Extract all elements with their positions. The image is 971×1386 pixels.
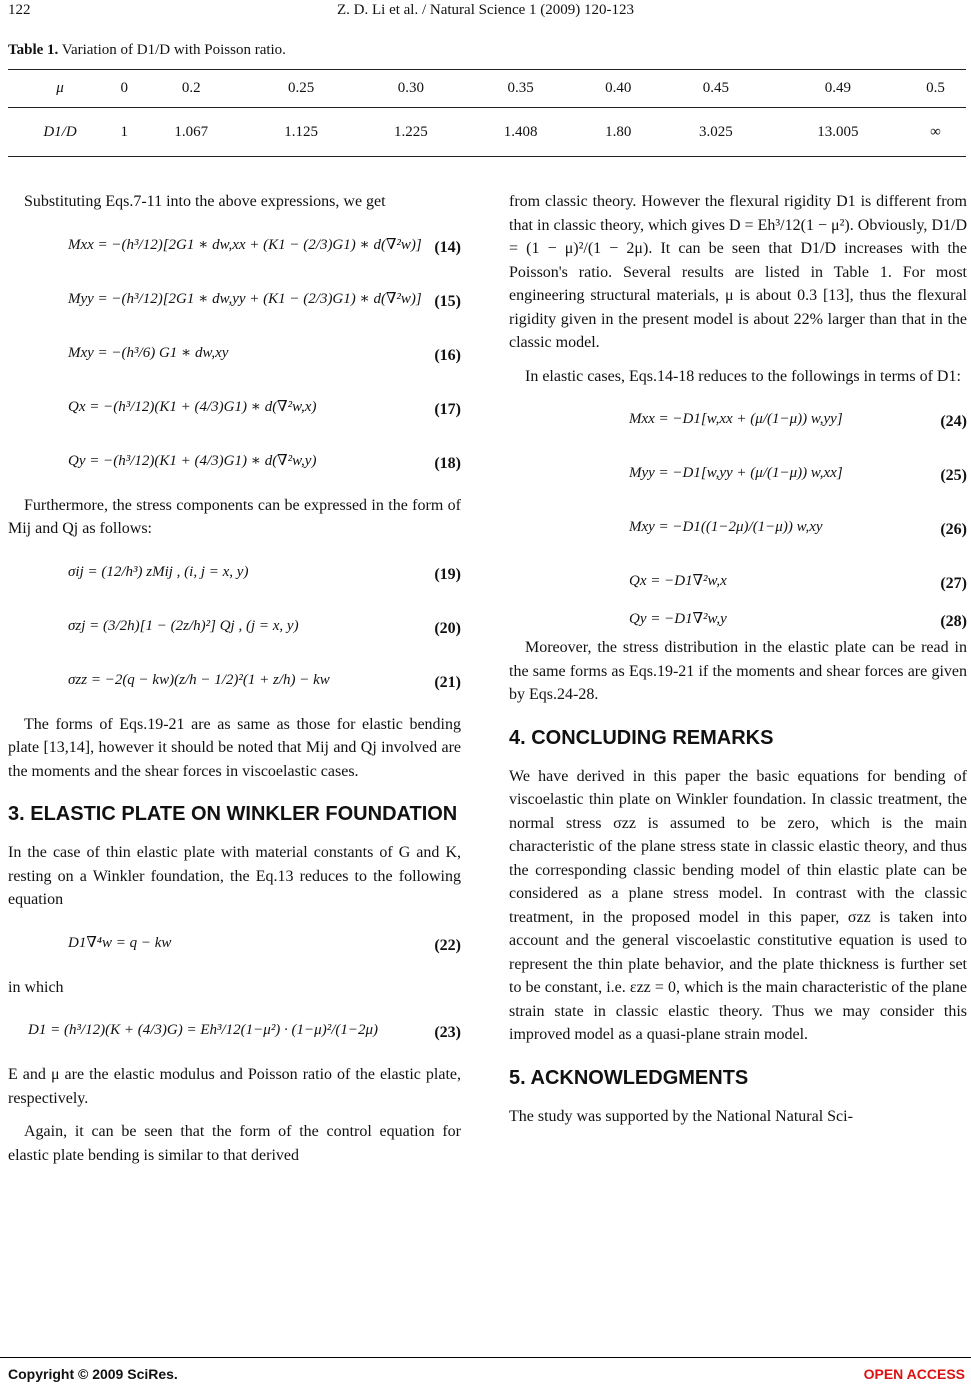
table-row-label: μ [8, 70, 112, 108]
equation-formula: Mxx = −(h³/12)[2G1 ∗ dw,xx + (K1 − (2/3)G1) ∗ d(∇²w)] [68, 236, 422, 253]
paragraph: Moreover, the stress distribution in the elastic plate can be read in the same forms as Eqs.19-21 if the moments and shear forces are given by Eqs.24-28. [509, 639, 967, 703]
equation-formula: σzz = −2(q − kw)(z/h − 1/2)²(1 + z/h) − kw [68, 671, 330, 688]
paragraph: We have derived in this paper the basic equations for bending of viscoelastic thin plate on Winkler foundation. In classic treatment, the normal stress σzz is assumed to be zero, which is the main characteristic of the plane stress state in classic elastic theory, and thus the corresponding classic bending model of thin elastic plate can be considered as a plane stress model. In contrast with the classic treatment, in the proposed model in this paper, σzz is taken into account and the general viscoelastic constitutive equation is used to represent the thin plate behavior, and the plate thickness is further set to be constant, i.e. εzz = 0, which is the main characteristic of the plane strain state in classic elastic theory. Thus we may consider this improved model as a quasi-plane strain model. [509, 767, 967, 1043]
equation [509, 452, 967, 498]
table-cell: 0.5 [905, 70, 966, 108]
equation-number: (19) [434, 565, 461, 583]
footer-rule [0, 1357, 971, 1358]
table-cell: 1 [112, 108, 136, 157]
equation-number: (18) [434, 454, 461, 472]
equation-formula: D1∇⁴w = q − kw [68, 934, 172, 951]
table-cell: 0.40 [576, 70, 661, 108]
equation [509, 560, 967, 590]
equation [509, 398, 967, 444]
equation [8, 386, 461, 432]
paragraph: The forms of Eqs.19-21 are as same as those for elastic bending plate [13,14], however it should be noted that Mij and Qj involved are the moments and the shear forces in viscoelastic cases. [8, 715, 461, 780]
table-cell: 1.225 [356, 108, 466, 157]
table-cell: 1.067 [136, 108, 246, 157]
table-row-label: D1/D [8, 108, 112, 157]
table-cell: 0.30 [356, 70, 466, 108]
equation-formula: Mxx = −D1[w,xx + (μ/(1−μ)) w,yy] [629, 411, 843, 427]
equation [8, 551, 461, 597]
equation [8, 440, 461, 486]
paragraph: In the case of thin elastic plate with material constants of G and K, resting on a Winkler foundation, the Eq.13 reduces to the following equation [8, 844, 461, 908]
equation [509, 506, 967, 552]
equation-number: (24) [940, 413, 967, 430]
paragraph: In elastic cases, Eqs.14-18 reduces to the followings in terms of D1: [525, 367, 961, 385]
equation [8, 922, 461, 968]
page-number: 122 [8, 2, 31, 18]
table-cell: ∞ [905, 108, 966, 157]
paragraph: Again, it can be seen that the form of the control equation for elastic plate bending is similar to that derived [8, 1123, 461, 1164]
equation-number: (23) [434, 1024, 461, 1041]
equation-formula: Qy = −D1∇²w,y [629, 611, 727, 627]
table-cell: 0.35 [466, 70, 576, 108]
equation-number: (16) [434, 346, 461, 364]
equation-formula: Qx = −(h³/12)(K1 + (4/3)G1) ∗ d(∇²w,x) [68, 398, 317, 415]
table-cell: 1.408 [466, 108, 576, 157]
equation-number: (14) [434, 238, 461, 256]
equation [8, 332, 461, 378]
table-cell: 0.25 [246, 70, 356, 108]
equation-formula: Qx = −D1∇²w,x [629, 573, 727, 589]
equation-number: (15) [434, 292, 461, 310]
equation [509, 598, 967, 628]
equation-number: (21) [434, 673, 461, 691]
equation-number: (20) [434, 619, 461, 637]
equation-formula: Mxy = −(h³/6) G1 ∗ dw,xy [68, 344, 229, 361]
equation-formula: σij = (12/h³) zMij , (i, j = x, y) [68, 563, 249, 580]
paragraph: Substituting Eqs.7-11 into the above expressions, we get [24, 193, 386, 210]
open-access-label: OPEN ACCESS [863, 1366, 965, 1382]
equation [8, 224, 461, 270]
section-heading: 3. ELASTIC PLATE ON WINKLER FOUNDATION [8, 803, 458, 825]
equation [8, 278, 461, 324]
table-caption-text: Variation of D1/D with Poisson ratio. [61, 42, 286, 58]
paragraph: in which [8, 978, 64, 996]
equation-formula: Qy = −(h³/12)(K1 + (4/3)G1) ∗ d(∇²w,y) [68, 452, 317, 469]
equation-number: (26) [940, 521, 967, 538]
table-row [8, 70, 966, 108]
equation [8, 659, 461, 705]
section-heading: 4. CONCLUDING REMARKS [509, 726, 774, 749]
right-column [509, 190, 967, 1138]
equation-formula: Myy = −D1[w,yy + (μ/(1−μ)) w,xx] [629, 465, 843, 481]
equation [8, 605, 461, 651]
table-row [8, 108, 966, 157]
table-cell: 0.49 [771, 70, 905, 108]
equation-formula: Myy = −(h³/12)[2G1 ∗ dw,yy + (K1 − (2/3)G1) ∗ d(∇²w)] [68, 290, 422, 307]
equation-number: (28) [940, 613, 967, 630]
equation-number: (27) [940, 575, 967, 592]
paragraph: from classic theory. However the flexural rigidity D1 is different from that in classic theory, which gives D = Eh³/12(1 − μ²). Obviously, D1/D = (1 − μ)²/(1 − 2μ). It can be seen that D1/D increases with the Poisson's ratio. Several results are listed in Table 1. For most engineering structural materials, μ is about 0.3 [13], thus the flexural rigidity given in the present model is about 22% larger than that in the classic model. [509, 193, 967, 351]
paragraph: Furthermore, the stress components can be expressed in the form of Mij and Qj as follows: [8, 496, 461, 537]
table-cell: 3.025 [661, 108, 771, 157]
section-heading: 5. ACKNOWLEDGMENTS [509, 1066, 749, 1089]
poisson-ratio-table [8, 69, 966, 157]
paragraph: E and μ are the elastic modulus and Poisson ratio of the elastic plate, respectively. [8, 1066, 461, 1107]
left-column [8, 190, 461, 1177]
table-caption [8, 42, 286, 59]
equation-formula: Mxy = −D1((1−2μ)/(1−μ)) w,xy [629, 519, 823, 535]
equation-number: (25) [940, 467, 967, 484]
equation [8, 1009, 461, 1055]
table-cell: 0.2 [136, 70, 246, 108]
table-caption-label: Table 1. [8, 42, 59, 58]
table-cell: 1.125 [246, 108, 356, 157]
table-cell: 0 [112, 70, 136, 108]
equation-formula: σzj = (3/2h)[1 − (2z/h)²] Qj , (j = x, y) [68, 617, 299, 634]
table-cell: 1.80 [576, 108, 661, 157]
equation-formula: D1 = (h³/12)(K + (4/3)G) = Eh³/12(1−μ²) · (1−μ)²/(1−2μ) [28, 1022, 379, 1038]
table-cell: 0.45 [661, 70, 771, 108]
table-cell: 13.005 [771, 108, 905, 157]
running-head: Z. D. Li et al. / Natural Science 1 (2009) 120-123 [337, 2, 634, 18]
equation-number: (17) [434, 400, 461, 418]
equation-number: (22) [434, 936, 461, 954]
paragraph: The study was supported by the National Natural Sci- [509, 1107, 853, 1125]
copyright-notice: Copyright © 2009 SciRes. [8, 1366, 178, 1382]
